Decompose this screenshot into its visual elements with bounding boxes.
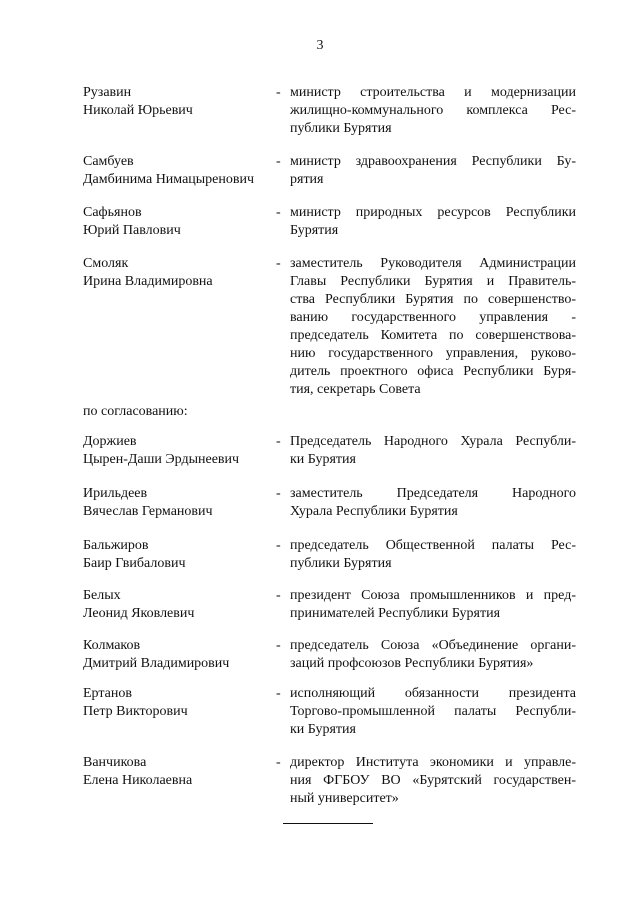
page-number: 3 xyxy=(316,38,324,53)
role-line: заместитель Руководителя Администрации xyxy=(290,256,576,271)
member-surname: Ванчикова xyxy=(83,755,147,770)
member-name xyxy=(83,153,273,189)
role-line: министр строительства и модернизации xyxy=(290,85,576,100)
role-line: ки Бурятия xyxy=(290,452,356,467)
entry-dash: - xyxy=(276,256,281,271)
member-surname: Рузавин xyxy=(83,85,132,100)
member-surname: Смоляк xyxy=(83,256,129,271)
role-line: ный университет» xyxy=(290,791,399,806)
member-name xyxy=(83,637,273,673)
member-surname: Самбуев xyxy=(83,154,134,169)
role-line: председатель Союза «Объединение органи- xyxy=(290,638,576,653)
member-name xyxy=(83,754,273,790)
member-surname: Ирильдеев xyxy=(83,486,148,501)
role-line: президент Союза промышленников и пред- xyxy=(290,588,576,603)
role-line: ванию государственного управления - xyxy=(290,310,576,325)
role-line: публики Бурятия xyxy=(290,556,392,571)
role-line: тия, секретарь Совета xyxy=(290,382,421,397)
member-surname: Колмаков xyxy=(83,638,141,653)
role-line: публики Бурятия xyxy=(290,121,392,136)
role-line: министр природных ресурсов Республики xyxy=(290,205,576,220)
member-given-names: Дмитрий Владимирович xyxy=(83,656,230,671)
member-role xyxy=(290,433,576,469)
member-role xyxy=(290,754,576,808)
member-surname: Белых xyxy=(83,588,121,603)
member-surname: Сафьянов xyxy=(83,205,142,220)
role-line: заместитель Председателя Народного xyxy=(290,486,576,501)
member-name xyxy=(83,255,273,291)
role-line: ния ФГБОУ ВО «Бурятский государствен- xyxy=(290,773,576,788)
member-given-names: Леонид Яковлевич xyxy=(83,606,195,621)
member-given-names: Вячеслав Германович xyxy=(83,504,213,519)
member-given-names: Елена Николаевна xyxy=(83,773,193,788)
member-name xyxy=(83,485,273,521)
member-given-names: Петр Викторович xyxy=(83,704,188,719)
member-given-names: Дамбинима Нимацыренович xyxy=(83,172,255,187)
member-given-names: Цырен-Даши Эрдынеевич xyxy=(83,452,240,467)
role-line: председатель Комитета по совершенствова- xyxy=(290,328,576,343)
entry-dash: - xyxy=(276,538,281,553)
role-line: жилищно-коммунального комплекса Рес- xyxy=(290,103,576,118)
section-label: по согласованию: xyxy=(83,404,188,419)
role-line: ки Бурятия xyxy=(290,722,356,737)
role-line: председатель Общественной палаты Рес- xyxy=(290,538,576,553)
member-surname: Ертанов xyxy=(83,686,132,701)
role-line: Главы Республики Бурятия и Правитель- xyxy=(290,274,576,289)
member-role xyxy=(290,204,576,240)
member-name xyxy=(83,587,273,623)
member-role xyxy=(290,637,576,673)
role-line: нию государственного управления, руково- xyxy=(290,346,576,361)
member-given-names: Ирина Владимировна xyxy=(83,274,213,289)
member-role xyxy=(290,84,576,138)
member-given-names: Баир Гвибалович xyxy=(83,556,186,571)
role-line: заций профсоюзов Республики Бурятия» xyxy=(290,656,534,671)
entry-dash: - xyxy=(276,434,281,449)
member-name xyxy=(83,433,273,469)
member-role xyxy=(290,153,576,189)
member-role xyxy=(290,685,576,739)
role-line: принимателей Республики Бурятия xyxy=(290,606,501,621)
role-line: директор Института экономики и управле- xyxy=(290,755,576,770)
member-name xyxy=(83,537,273,573)
entry-dash: - xyxy=(276,638,281,653)
entry-dash: - xyxy=(276,154,281,169)
role-line: Хурала Республики Бурятия xyxy=(290,504,458,519)
member-role xyxy=(290,537,576,573)
member-name xyxy=(83,84,273,120)
member-given-names: Николай Юрьевич xyxy=(83,103,193,118)
entry-dash: - xyxy=(276,588,281,603)
member-given-names: Юрий Павлович xyxy=(83,223,181,238)
role-line: Бурятия xyxy=(290,223,339,238)
role-line: Торгово-промышленной палаты Республи- xyxy=(290,704,576,719)
role-line: рятия xyxy=(290,172,324,187)
member-surname: Бальжиров xyxy=(83,538,149,553)
member-role xyxy=(290,485,576,521)
end-rule xyxy=(283,823,373,824)
member-name xyxy=(83,204,273,240)
entry-dash: - xyxy=(276,486,281,501)
entry-dash: - xyxy=(276,686,281,701)
entry-dash: - xyxy=(276,755,281,770)
member-role xyxy=(290,255,576,399)
member-name xyxy=(83,685,273,721)
entry-dash: - xyxy=(276,85,281,100)
role-line: исполняющий обязанности президента xyxy=(290,686,576,701)
role-line: министр здравоохранения Республики Бу- xyxy=(290,154,576,169)
member-surname: Доржиев xyxy=(83,434,137,449)
entry-dash: - xyxy=(276,205,281,220)
role-line: дитель проектного офиса Республики Буря- xyxy=(290,364,576,379)
role-line: Председатель Народного Хурала Республи- xyxy=(290,434,576,449)
role-line: ства Республики Бурятия по совершенство- xyxy=(290,292,576,307)
member-role xyxy=(290,587,576,623)
